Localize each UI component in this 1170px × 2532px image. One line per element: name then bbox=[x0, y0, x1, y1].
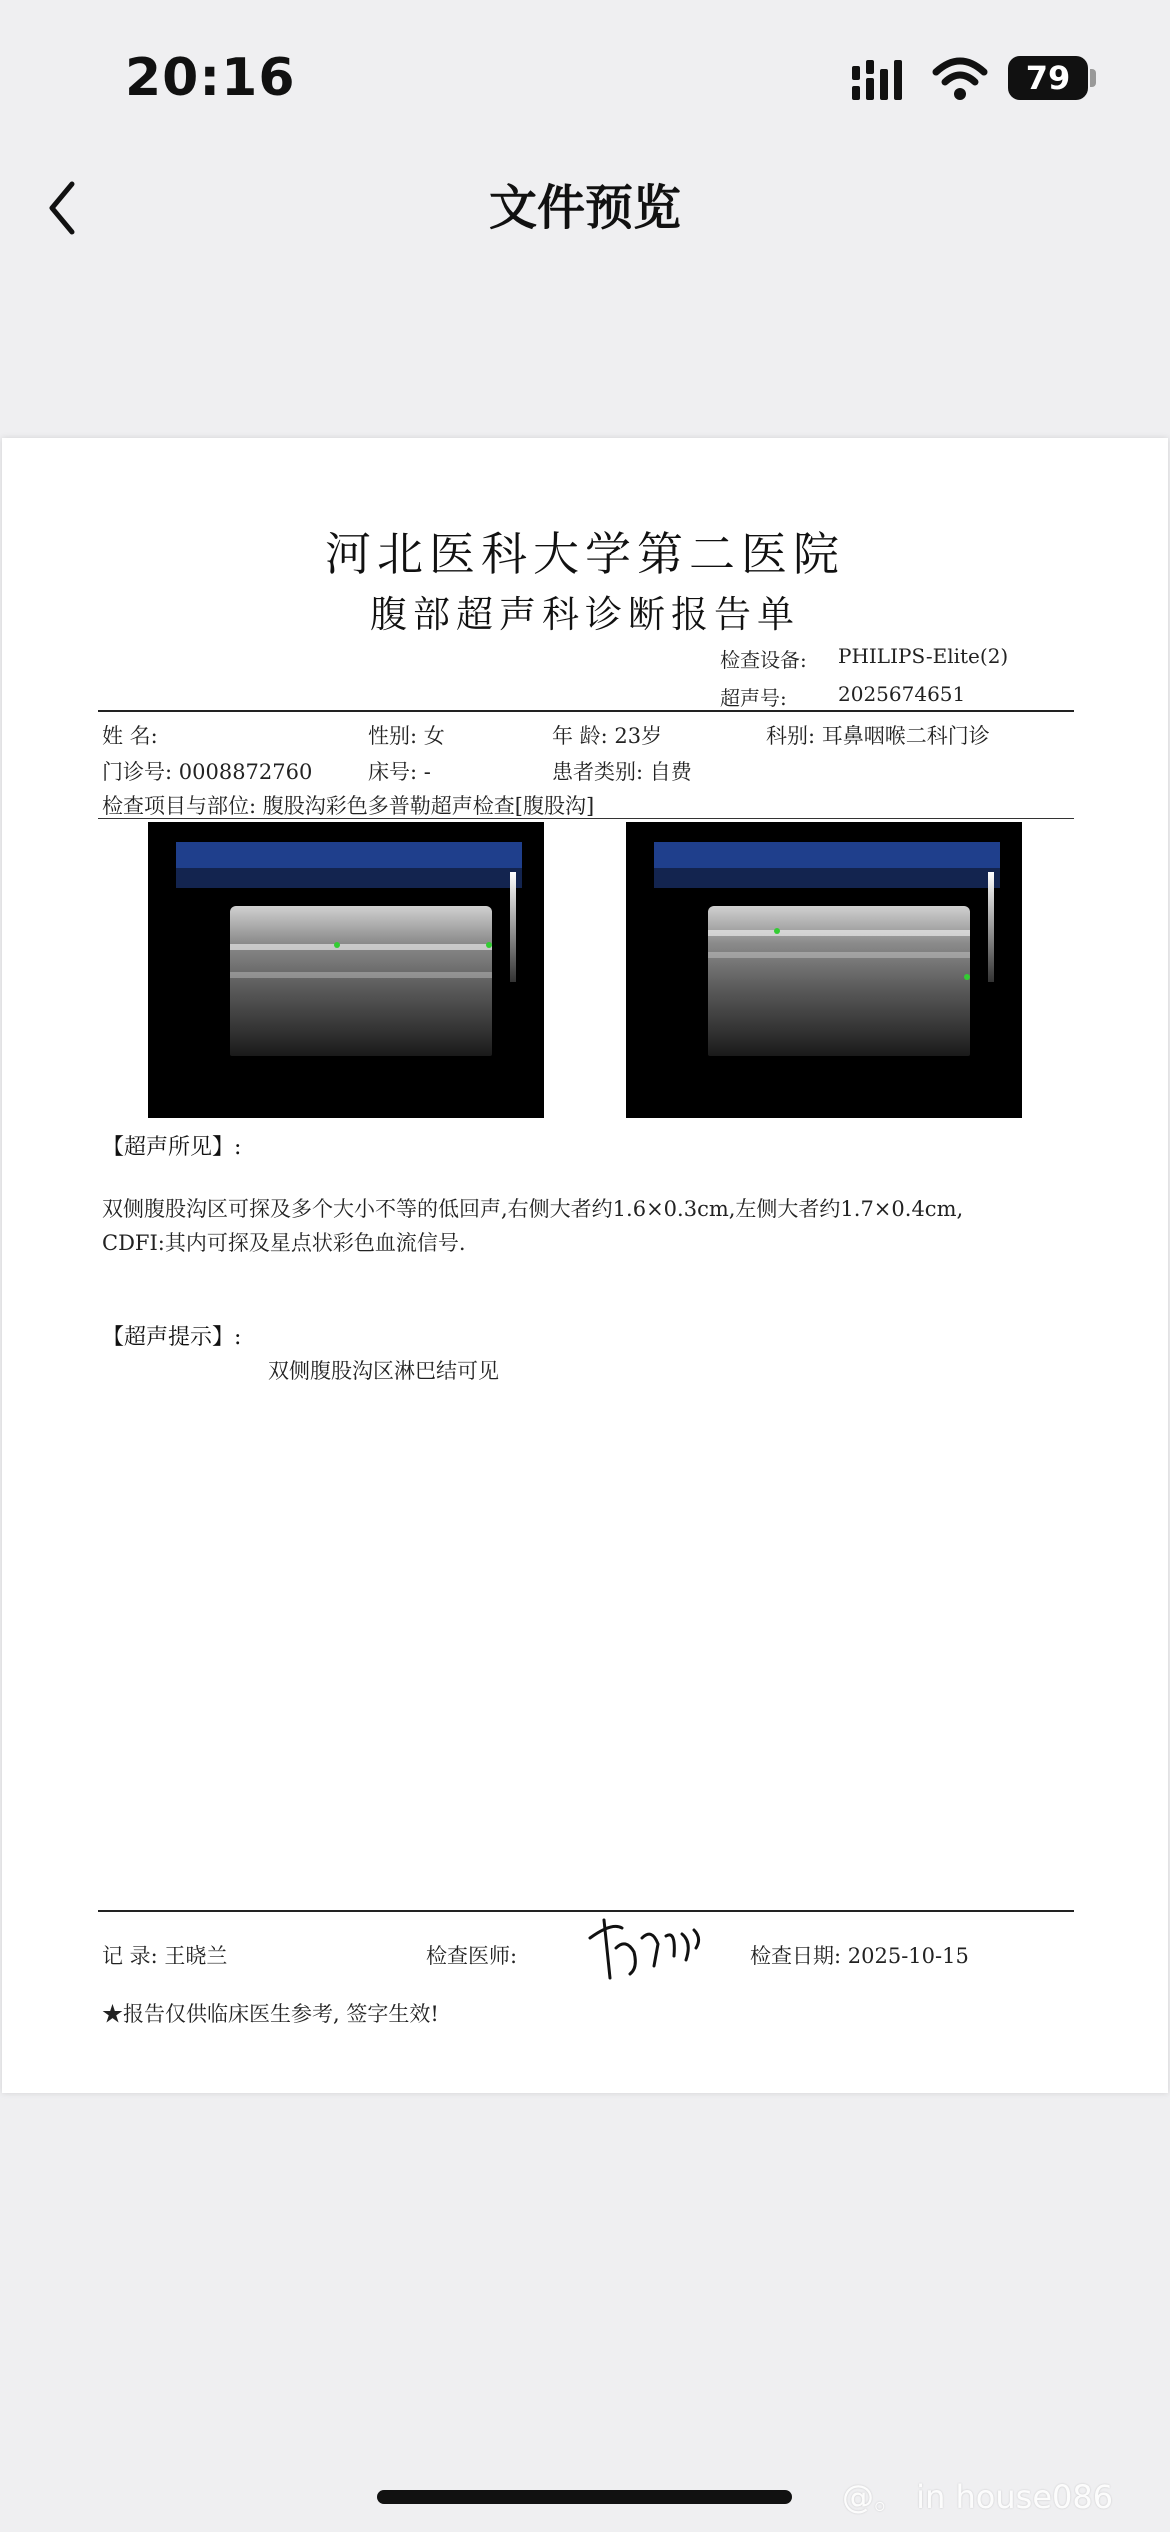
findings-line-1: 双侧腹股沟区可探及多个大小不等的低回声,右侧大者约1.6×0.3cm,左侧大者约1.7×0.4cm, bbox=[102, 1197, 964, 1221]
findings-title: 【超声所见】: bbox=[102, 1135, 242, 1160]
battery-cap bbox=[1090, 69, 1096, 87]
ultrasound-image-left bbox=[148, 822, 544, 1118]
info-divider bbox=[98, 818, 1074, 819]
doctor-signature bbox=[582, 1908, 712, 1988]
nav-title: 文件预览 bbox=[488, 180, 681, 236]
patient-name-label: 姓 名: bbox=[102, 724, 158, 748]
us-number-label: 超声号: bbox=[720, 686, 787, 710]
status-bar bbox=[0, 0, 1170, 150]
exam-item: 检查项目与部位: 腹股沟彩色多普勒超声检查[腹股沟] bbox=[102, 794, 595, 818]
battery-indicator: 79 bbox=[1008, 56, 1088, 100]
ultrasound-image-right bbox=[626, 822, 1022, 1118]
document-preview[interactable] bbox=[2, 438, 1168, 2093]
department: 科别: 耳鼻咽喉二科门诊 bbox=[766, 724, 990, 748]
findings-line-2: CDFI:其内可探及星点状彩色血流信号. bbox=[102, 1231, 466, 1255]
report-note: ★报告仅供临床医生参考, 签字生效! bbox=[102, 2002, 439, 2026]
patient-gender: 性别: 女 bbox=[368, 724, 445, 748]
patient-type: 患者类别: 自费 bbox=[552, 760, 692, 784]
device-label: 检查设备: bbox=[720, 648, 807, 672]
home-indicator[interactable] bbox=[377, 2490, 792, 2504]
clinic-number: 门诊号: 0008872760 bbox=[102, 760, 313, 784]
status-time: 20:16 bbox=[125, 48, 296, 108]
header-divider bbox=[98, 710, 1074, 712]
cellular-signal-icon bbox=[852, 58, 914, 100]
report-subtitle: 腹部超声科诊断报告单 bbox=[370, 593, 800, 636]
wifi-icon bbox=[932, 56, 988, 102]
device-value: PHILIPS-Elite(2) bbox=[838, 644, 1009, 668]
exam-date: 检查日期: 2025-10-15 bbox=[750, 1944, 969, 1968]
bed-number: 床号: - bbox=[368, 760, 431, 784]
us-number-value: 2025674651 bbox=[838, 682, 966, 706]
watermark: @。 in house086 bbox=[842, 2478, 1114, 2516]
impression-text: 双侧腹股沟区淋巴结可见 bbox=[268, 1359, 499, 1383]
hospital-name: 河北医科大学第二医院 bbox=[325, 527, 845, 581]
impression-title: 【超声提示】: bbox=[102, 1325, 242, 1350]
recorder: 记 录: 王晓兰 bbox=[102, 1944, 228, 1968]
doctor-label: 检查医师: bbox=[426, 1944, 518, 1968]
patient-age: 年 龄: 23岁 bbox=[552, 724, 663, 748]
